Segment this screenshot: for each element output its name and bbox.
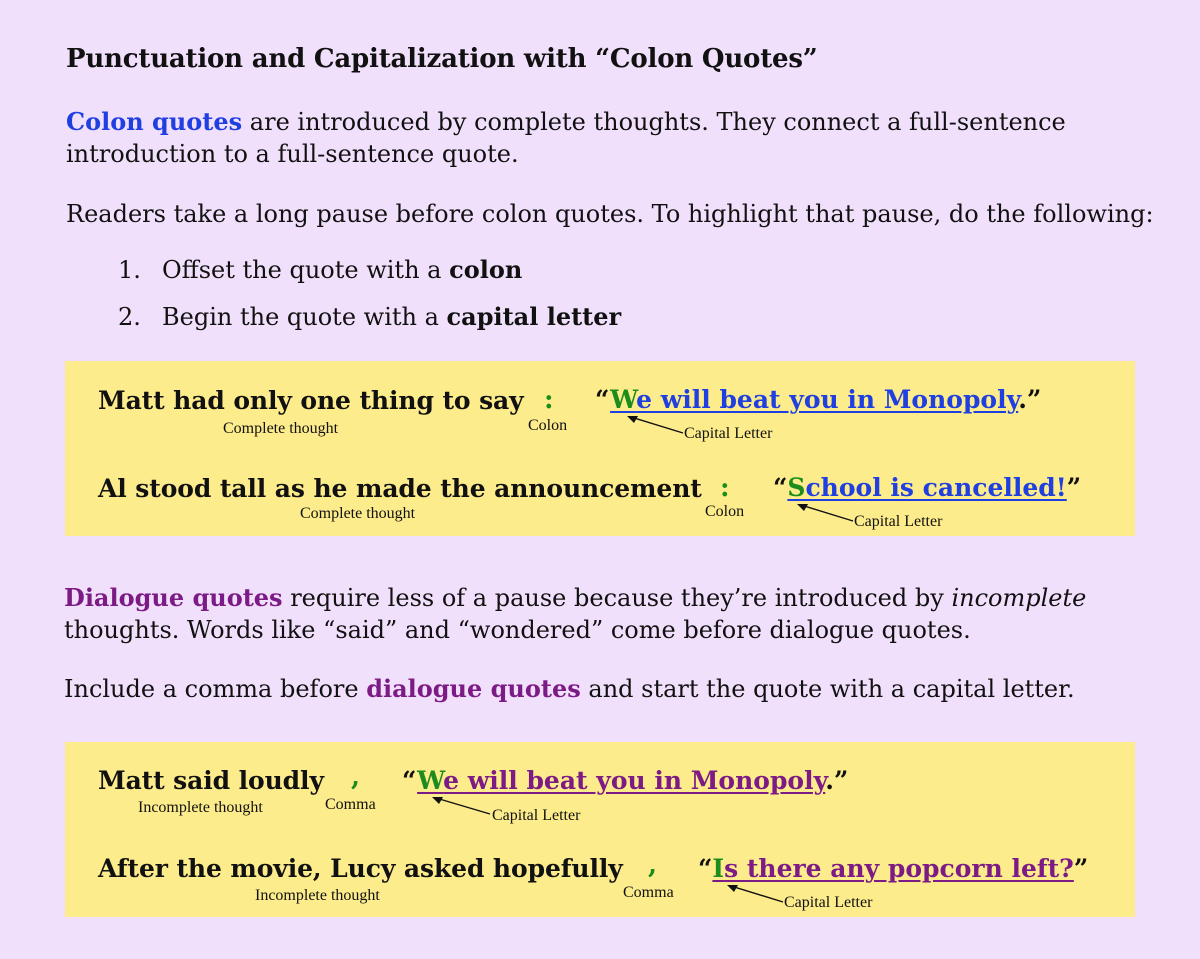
quote-text: e will beat you in Monopoly <box>443 766 826 795</box>
close-quote-mark: .” <box>825 766 849 795</box>
colon-label: Colon <box>705 503 745 520</box>
capital-letter-label: Capital Letter <box>854 513 943 530</box>
capital-letter: S <box>787 473 806 502</box>
colon-mark: : <box>544 385 554 415</box>
dialogue-text-b: thoughts. Words like “said” and “wondered” come before dialogue quotes. <box>64 616 971 644</box>
step-keyword: capital letter <box>446 302 622 331</box>
step-number: 2. <box>118 303 141 331</box>
step-text: Offset the quote with a <box>162 256 450 284</box>
steps-list <box>118 252 621 346</box>
comma-mark: , <box>351 762 361 792</box>
arrow-icon <box>795 501 855 523</box>
pause-instruction: Readers take a long pause before colon quotes. To highlight that pause, do the following: <box>66 200 1154 228</box>
open-quote-mark: “ <box>402 766 418 795</box>
dialogue-examples-box <box>65 742 1135 917</box>
dialogue-text-a: require less of a pause because they’re introduced by <box>282 584 952 612</box>
colon-quotes-definition <box>66 106 1156 170</box>
dialogue-quotes-term: dialogue quotes <box>366 674 581 703</box>
intro-label: Incomplete thought <box>255 887 380 904</box>
step-text: Begin the quote with a <box>162 303 447 331</box>
intro-label: Complete thought <box>223 420 339 437</box>
comma-rule <box>64 673 1154 705</box>
comma-rule-pre: Include a comma before <box>64 675 367 703</box>
comma-mark: , <box>648 850 658 880</box>
comma-rule-post: and start the quote with a capital letter. <box>580 675 1075 703</box>
step-item <box>118 299 621 346</box>
example-quote <box>402 766 848 795</box>
example-intro: After the movie, Lucy asked hopefully <box>98 854 623 883</box>
close-quote-mark: .” <box>1018 385 1042 414</box>
open-quote-mark: “ <box>698 854 713 883</box>
intro-label: Complete thought <box>300 505 416 522</box>
arrow-icon <box>725 882 785 904</box>
colon-examples-box <box>65 361 1135 536</box>
example-quote <box>595 385 1041 414</box>
quote-text: chool is cancelled! <box>805 473 1067 502</box>
step-number: 1. <box>118 256 141 284</box>
page-title: Punctuation and Capitalization with “Colon Quotes” <box>66 44 818 74</box>
capital-letter: W <box>417 766 444 795</box>
example-intro: Matt said loudly <box>98 766 324 795</box>
colon-quotes-term: Colon quotes <box>66 107 243 136</box>
comma-label: Comma <box>325 796 376 813</box>
colon-mark: : <box>720 473 730 503</box>
open-quote-mark: “ <box>595 385 611 414</box>
capital-letter-label: Capital Letter <box>784 894 873 911</box>
example-intro: Al stood tall as he made the announcement <box>98 474 702 503</box>
quote-text: e will beat you in Monopoly <box>636 385 1019 414</box>
close-quote-mark: ” <box>1066 473 1082 502</box>
capital-letter-label: Capital Letter <box>492 807 581 824</box>
emphasis-incomplete: incomplete <box>951 584 1087 612</box>
arrow-icon <box>430 794 492 816</box>
open-quote-mark: “ <box>773 473 788 502</box>
arrow-icon <box>625 413 685 435</box>
dialogue-quotes-definition <box>64 582 1154 646</box>
intro-label: Incomplete thought <box>138 799 263 816</box>
example-quote <box>698 854 1088 883</box>
capital-letter: I <box>712 854 725 883</box>
capital-letter-label: Capital Letter <box>684 425 773 442</box>
example-intro: Matt had only one thing to say <box>98 386 524 415</box>
step-keyword: colon <box>449 255 523 284</box>
colon-quotes-definition-text: are introduced by complete thoughts. They connect a full-sentence introduction to a full-sentence quote. <box>66 108 1066 168</box>
close-quote-mark: ” <box>1073 854 1089 883</box>
colon-label: Colon <box>528 417 568 434</box>
capital-letter: W <box>610 385 637 414</box>
quote-text: s there any popcorn left? <box>724 854 1074 883</box>
step-item <box>118 252 621 299</box>
comma-label: Comma <box>623 884 674 901</box>
dialogue-quotes-term: Dialogue quotes <box>64 583 283 612</box>
example-quote <box>773 473 1081 502</box>
